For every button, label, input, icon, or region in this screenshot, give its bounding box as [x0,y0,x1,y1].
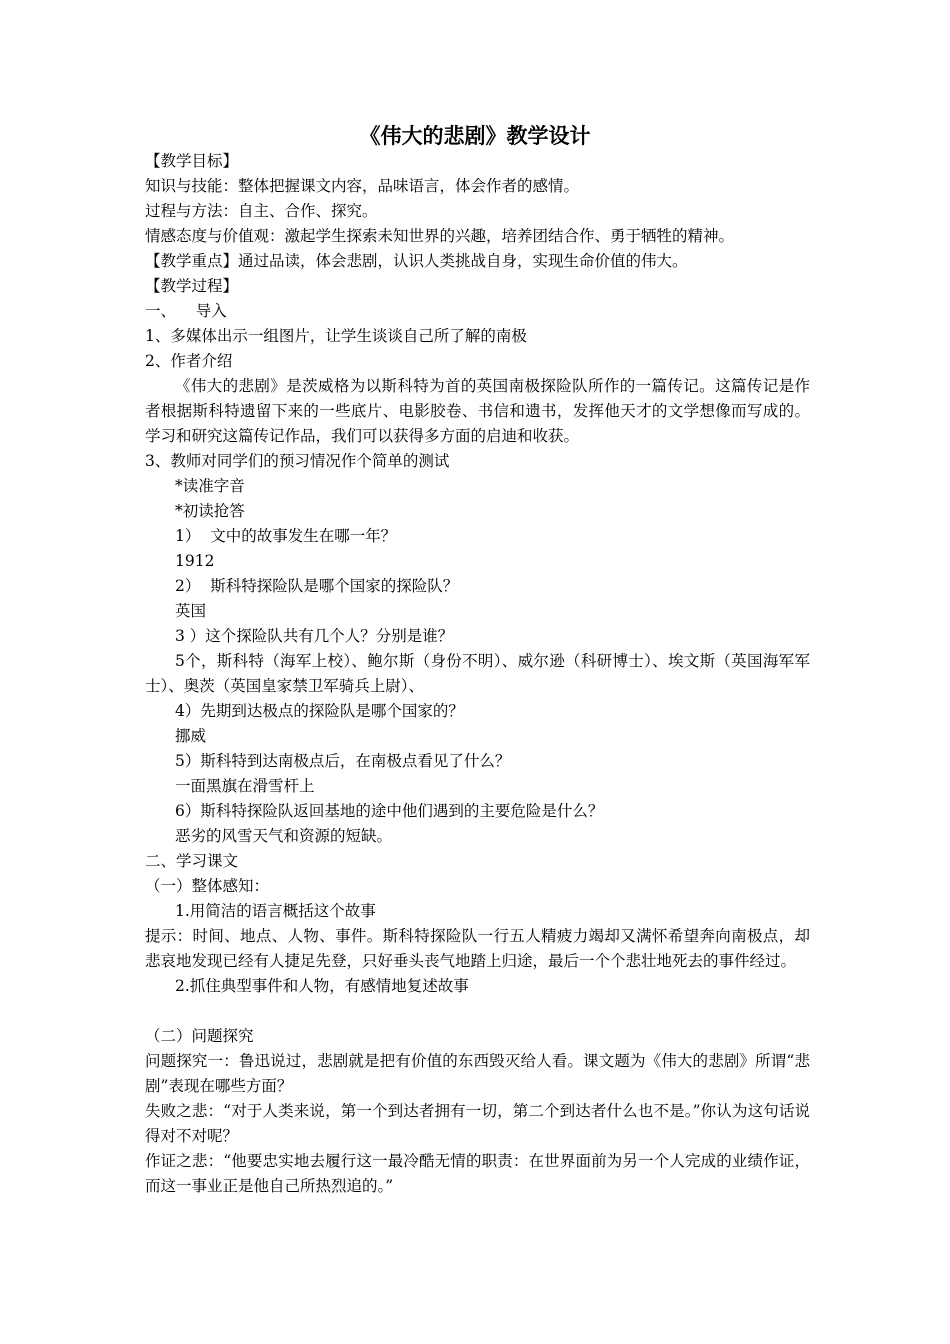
question-5: 5）斯科特到达南极点后，在南极点看见了什么？ [175,752,511,770]
overview-task-2: 2.抓住典型事件和人物，有感情地复述故事 [175,977,469,995]
section-study: 二、学习课文 [145,852,239,870]
subsection-overview: （一）整体感知： [145,877,270,895]
answer-1: 1912 [175,552,215,570]
answer-5: 一面黑旗在滑雪杆上 [175,777,315,795]
subsection-inquiry: （二）问题探究 [145,1027,254,1045]
answer-4: 挪威 [175,727,207,745]
overview-hint: 提示：时间、地点、人物、事件。斯科特探险队一行五人精疲力竭却又满怀希望奔向南极点，却悲哀地发现已经有人捷足先登，只好垂头丧气地踏上归途，最后一个个悲壮地死去的事件经过。 [145,927,810,970]
document-body [145,149,810,1199]
question-4: 4）先期到达极点的探险队是哪个国家的？ [175,702,464,720]
document-title: 《伟大的悲剧》教学设计 [359,124,591,148]
question-1: 1） 文中的故事发生在哪一年？ [175,527,397,545]
quiz-answer-heading: *初读抢答 [175,502,245,520]
question-2: 2） 斯科特探险队是哪个国家的探险队？ [175,577,459,595]
author-paragraph: 《伟大的悲剧》是茨威格为以斯科特为首的英国南极探险队所作的一篇传记。这篇传记是作者根据斯科特遗留下来的一些底片、电影胶卷、书信和遗书，发挥他天才的文学想像而写成的。学习和研究这篇传记作品，我们可以获得多方面的启迪和收获。 [145,377,810,445]
inquiry-failure: 失败之悲：“对于人类来说，第一个到达者拥有一切，第二个到达者什么也不是。”你认为这句话说得对不对呢？ [145,1102,810,1145]
answer-2: 英国 [175,602,207,620]
quiz-pronunciation: *读准字音 [175,477,245,495]
intro-item-2: 2、作者介绍 [145,352,233,370]
key-points: 【教学重点】通过品读，体会悲剧，认识人类挑战自身，实现生命价值的伟大。 [145,252,688,270]
heading-objectives: 【教学目标】 [145,152,239,170]
blank-line [145,999,810,1024]
overview-task-1: 1.用简洁的语言概括这个故事 [175,902,376,920]
section-intro: 一、 导入 [145,302,227,320]
inquiry-question-1: 问题探究一：鲁迅说过，悲剧就是把有价值的东西毁灭给人看。课文题为《伟大的悲剧》所谓“悲剧”表现在哪些方面？ [145,1052,810,1095]
intro-item-1: 1、多媒体出示一组图片，让学生谈谈自己所了解的南极 [145,327,527,345]
intro-item-3: 3、教师对同学们的预习情况作个简单的测试 [145,452,450,470]
question-6: 6）斯科特探险队返回基地的途中他们遇到的主要危险是什么？ [175,802,604,820]
heading-process: 【教学过程】 [145,277,239,295]
inquiry-witness: 作证之悲：“他要忠实地去履行这一最冷酷无情的职责：在世界面前为另一个人完成的业绩作证，而这一事业正是他自己所热烈追的。” [145,1152,810,1195]
objective-knowledge: 知识与技能：整体把握课文内容，品味语言，体会作者的感情。 [145,177,580,195]
objective-attitude: 情感态度与价值观：激起学生探索未知世界的兴趣，培养团结合作、勇于牺牲的精神。 [145,227,735,245]
objective-process: 过程与方法：自主、合作、探究。 [145,202,378,220]
answer-6: 恶劣的风雪天气和资源的短缺。 [175,827,393,845]
answer-3: 5个，斯科特（海军上校）、鲍尔斯（身份不明）、威尔逊（科研博士）、埃文斯（英国海军军士）、奥茨（英国皇家禁卫军骑兵上尉）、 [145,652,810,695]
question-3: 3 ）这个探险队共有几个人？分别是谁？ [175,627,454,645]
